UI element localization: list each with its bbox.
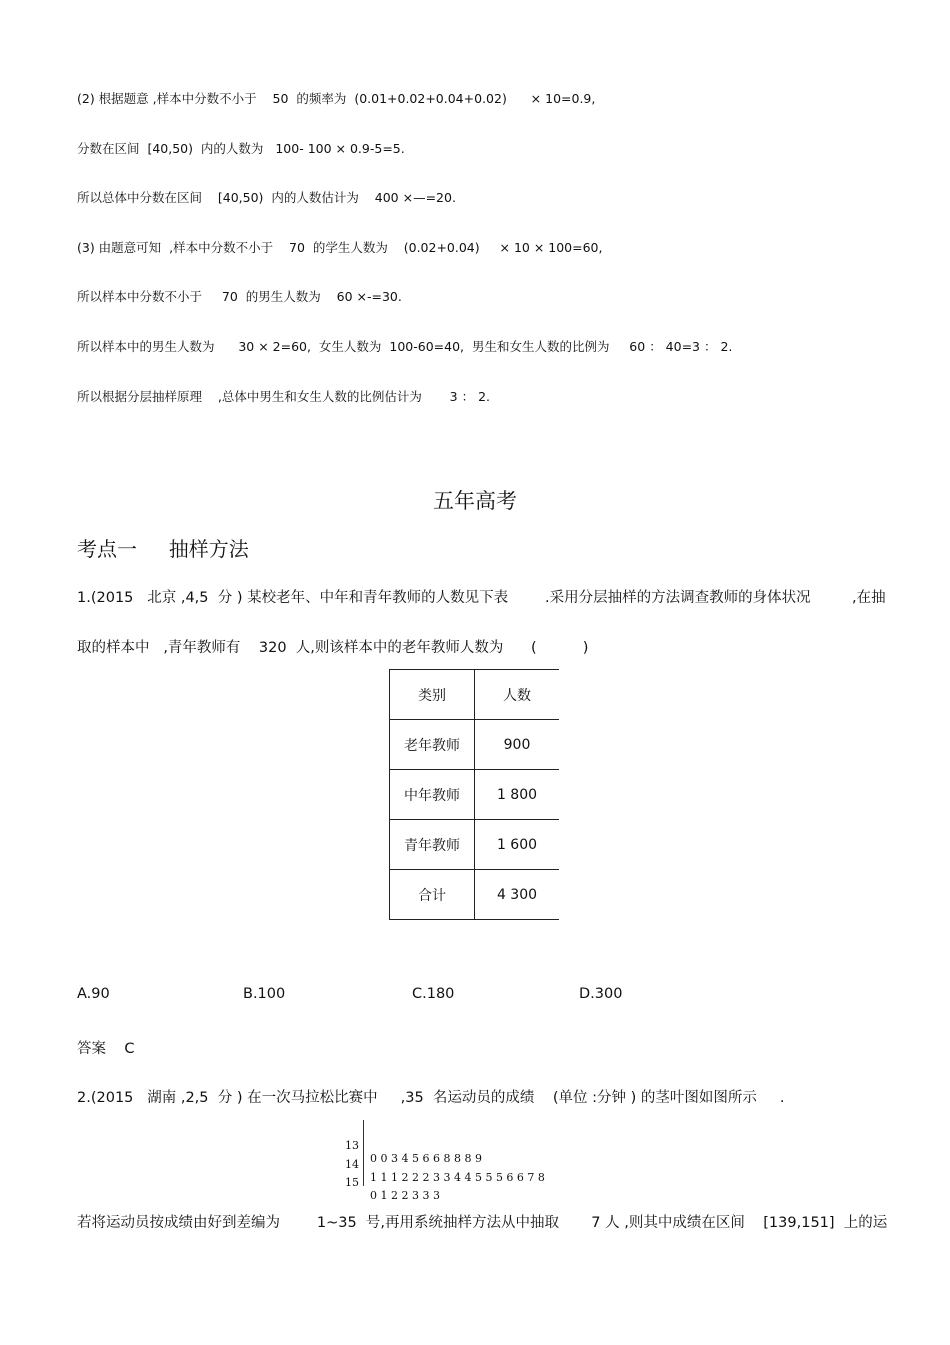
section-title: 五年高考 <box>433 489 517 513</box>
table-row <box>390 770 560 820</box>
solution-line-2: 分数在区间 [40,50) 内的人数为 100- 100 × 0.9-5=5. <box>77 141 405 156</box>
table-cell: 900 <box>475 720 560 770</box>
leaf-values: 0 0 3 4 5 6 6 8 8 8 9 <box>370 1152 482 1165</box>
solution-line-6: 所以样本中的男生人数为 30 × 2=60, 女生人数为 100-60=40, 男生和女生人数的比例为 60 ： 40=3 ： 2. <box>77 339 733 354</box>
question-2-line-2: 若将运动员按成绩由好到差编为 1~35 号,再用系统抽样方法从中抽取 7 人 ,则其中成绩在区间 [139,151] 上的运 <box>77 1215 888 1231</box>
question-1-line-1: 1.(2015 北京 ,4,5 分 ) 某校老年、中年和青年教师的人数见下表 .采用分层抽样的方法调查教师的身体状况 ,在抽 <box>77 590 886 606</box>
table-cell: 老年教师 <box>390 720 475 770</box>
table-cell: 合计 <box>390 870 475 920</box>
table-cell: 1 800 <box>475 770 560 820</box>
table-header-cell: 类别 <box>390 670 475 720</box>
stem-value: 13 <box>345 1139 359 1152</box>
table-cell: 中年教师 <box>390 770 475 820</box>
option-c: C.180 <box>412 986 455 1002</box>
option-a: A.90 <box>77 986 110 1002</box>
stem-leaf-row <box>344 1163 440 1202</box>
stem-leaf-plot <box>344 1120 602 1202</box>
option-b: B.100 <box>243 986 286 1002</box>
table-row <box>390 720 560 770</box>
answer-line: 答案 C <box>77 1041 135 1057</box>
solution-line-5: 所以样本中分数不小于 70 的男生人数为 60 ×-=30. <box>77 289 402 304</box>
solution-line-7: 所以根据分层抽样原理 ,总体中男生和女生人数的比例估计为 3 ： 2. <box>77 389 491 404</box>
solution-line-3: 所以总体中分数在区间 [40,50) 内的人数估计为 400 ×—=20. <box>77 190 456 205</box>
kaodian-heading: 考点一 抽样方法 <box>77 537 249 561</box>
table-cell: 青年教师 <box>390 820 475 870</box>
stem-divider <box>363 1120 364 1186</box>
teacher-count-table <box>389 669 559 920</box>
stem-value: 14 <box>345 1158 359 1171</box>
question-1-line-2: 取的样本中 ,青年教师有 320 人,则该样本中的老年教师人数为 ( ) <box>77 640 589 656</box>
table-cell: 4 300 <box>475 870 560 920</box>
table-header-cell: 人数 <box>475 670 560 720</box>
table-cell: 1 600 <box>475 820 560 870</box>
leaf-values: 0 1 2 2 3 3 3 <box>370 1189 440 1202</box>
question-2-line-1: 2.(2015 湖南 ,2,5 分 ) 在一次马拉松比赛中 ,35 名运动员的成绩 (单位 :分钟 ) 的茎叶图如图所示 . <box>77 1090 785 1106</box>
solution-line-1: (2) 根据题意 ,样本中分数不小于 50 的频率为 (0.01+0.02+0.04+0.02) × 10=0.9, <box>77 91 596 106</box>
stem-value: 15 <box>345 1176 359 1189</box>
solution-line-4: (3) 由题意可知 ,样本中分数不小于 70 的学生人数为 (0.02+0.04) × 10 × 100=60, <box>77 240 603 255</box>
table-row <box>390 870 560 920</box>
table-row <box>390 820 560 870</box>
option-d: D.300 <box>579 986 623 1002</box>
table-header-row <box>390 670 560 720</box>
leaf-values: 1 1 1 2 2 2 3 3 4 4 5 5 5 6 6 7 8 <box>370 1171 545 1184</box>
